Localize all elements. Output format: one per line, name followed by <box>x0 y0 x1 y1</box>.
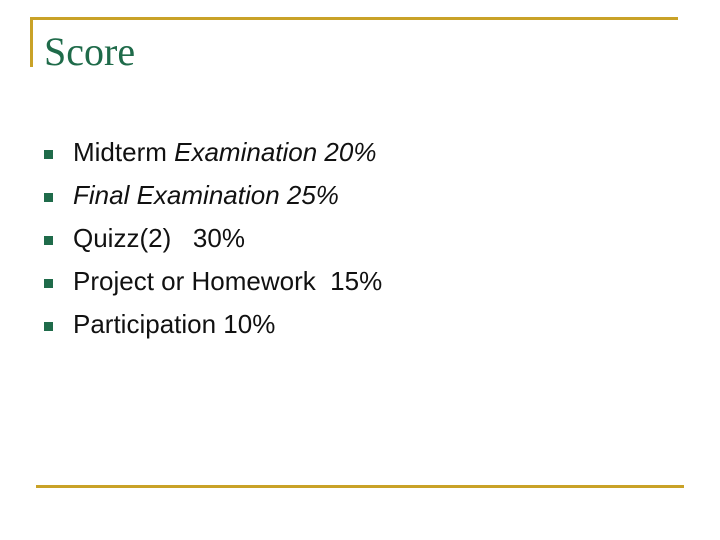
final-label: Final Examination 25% <box>73 180 339 210</box>
square-bullet-icon <box>44 150 53 159</box>
square-bullet-icon <box>44 193 53 202</box>
left-divider-line <box>30 17 33 67</box>
square-bullet-icon <box>44 236 53 245</box>
midterm-label: Midterm <box>73 137 175 167</box>
slide-title: Score <box>44 29 136 74</box>
list-item-project <box>44 260 382 303</box>
list-item-final <box>44 174 382 217</box>
list-item-quiz <box>44 217 382 260</box>
list-item-participation <box>44 303 382 346</box>
project-label: Project or Homework 15% <box>73 266 383 296</box>
top-divider-line <box>30 17 678 20</box>
bottom-divider-line <box>36 485 684 488</box>
list-item-midterm <box>44 131 382 174</box>
score-breakdown-list <box>44 131 382 346</box>
square-bullet-icon <box>44 279 53 288</box>
midterm-detail: Examination 20% <box>174 137 377 167</box>
participation-label: Participation 10% <box>73 309 276 339</box>
square-bullet-icon <box>44 322 53 331</box>
quiz-label: Quizz(2) 30% <box>73 223 245 253</box>
